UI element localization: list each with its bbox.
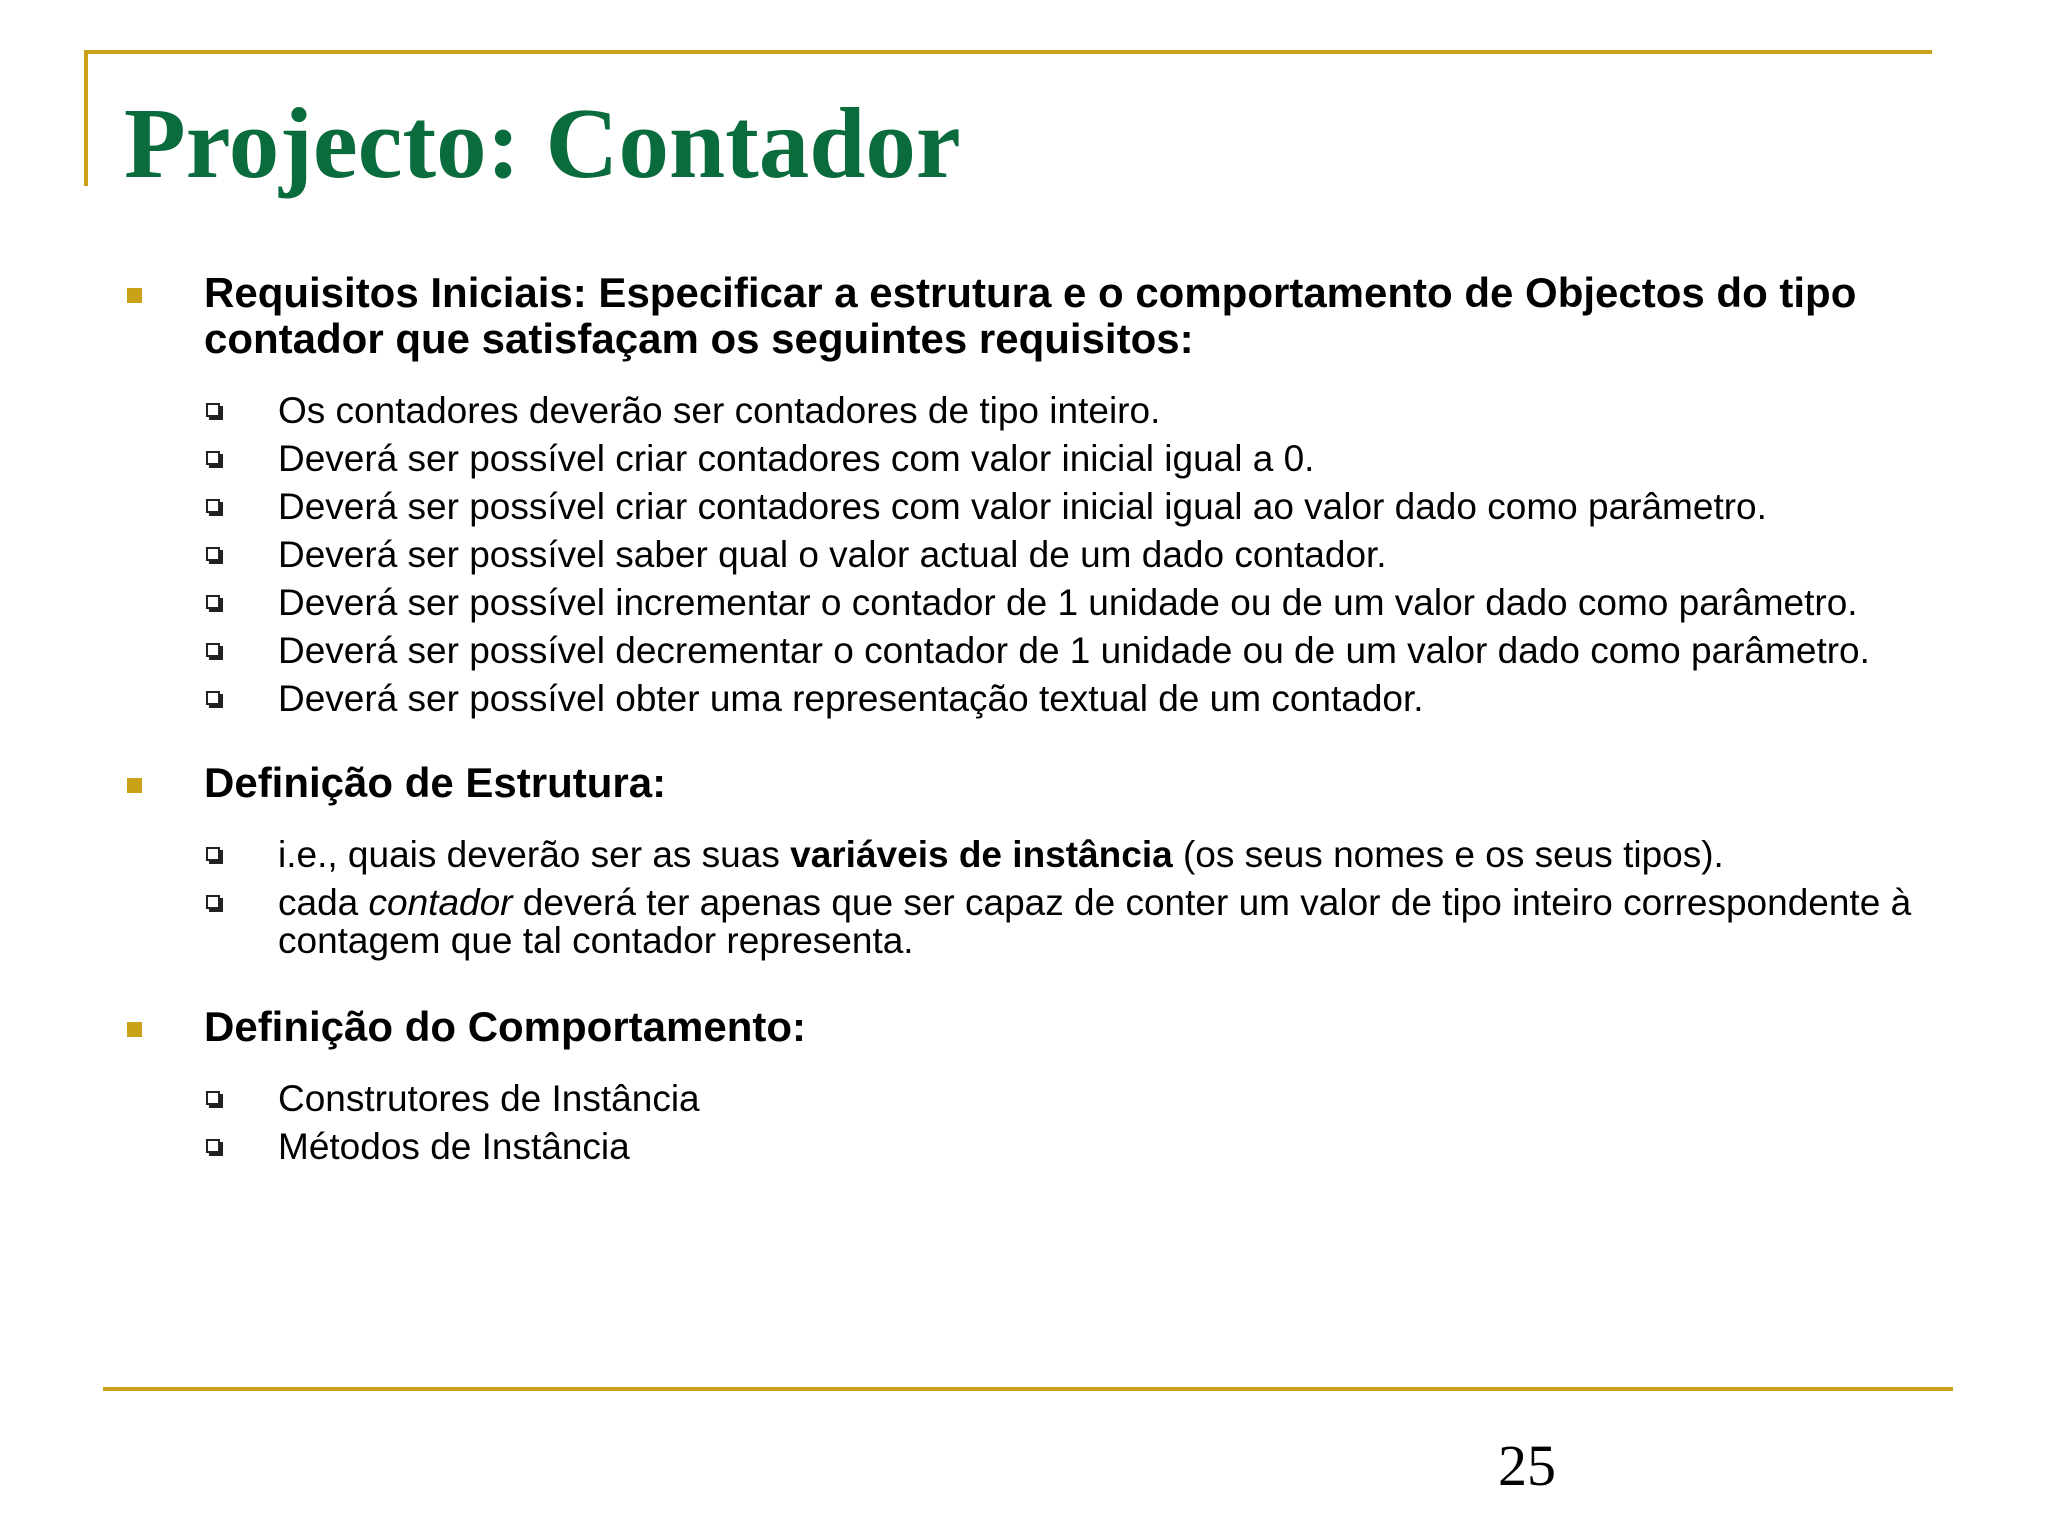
- list-item-text: Construtores de Instância: [278, 1078, 700, 1119]
- left-rule: [84, 50, 88, 186]
- list-item-text: (os seus nomes e os seus tipos).: [1172, 834, 1724, 875]
- box-bullet-icon: [206, 895, 220, 909]
- list-item: [122, 836, 1922, 874]
- list-item-text: Deverá ser possível decrementar o contador de 1 unidade ou de um valor dado como parâmetro.: [278, 630, 1870, 671]
- section-heading: [122, 270, 1922, 362]
- section-comportamento: [122, 1004, 1922, 1166]
- list-item-text: cada: [278, 882, 369, 923]
- square-bullet-icon: [127, 778, 142, 793]
- emphasis-italic: contador: [368, 882, 513, 923]
- comportamento-list: [122, 1080, 1922, 1166]
- estrutura-list: [122, 836, 1922, 960]
- section-heading: [122, 1004, 1922, 1050]
- top-rule: [84, 50, 1932, 54]
- page-number: 25: [1498, 1433, 1556, 1498]
- list-item-text: Deverá ser possível criar contadores com valor inicial igual a 0.: [278, 438, 1315, 479]
- box-bullet-icon: [206, 847, 220, 861]
- list-item: [122, 440, 1922, 478]
- box-bullet-icon: [206, 403, 220, 417]
- comportamento-heading: Definição do Comportamento:: [204, 1003, 807, 1050]
- list-item: [122, 536, 1922, 574]
- square-bullet-icon: [127, 1022, 142, 1037]
- list-item-text: Os contadores deverão ser contadores de tipo inteiro.: [278, 390, 1161, 431]
- list-item: [122, 632, 1922, 670]
- box-bullet-icon: [206, 595, 220, 609]
- list-item-text: Métodos de Instância: [278, 1126, 630, 1167]
- box-bullet-icon: [206, 451, 220, 465]
- bottom-rule: [103, 1387, 1953, 1391]
- list-item: [122, 584, 1922, 622]
- slide-content: [122, 270, 1922, 1166]
- list-item-text: Deverá ser possível saber qual o valor actual de um dado contador.: [278, 534, 1387, 575]
- list-item-text: Deverá ser possível incrementar o contador de 1 unidade ou de um valor dado como parâmetro.: [278, 582, 1858, 623]
- list-item-text: Deverá ser possível obter uma representação textual de um contador.: [278, 678, 1424, 719]
- section-estrutura: [122, 760, 1922, 960]
- square-bullet-icon: [127, 288, 142, 303]
- list-item-text: Deverá ser possível criar contadores com valor inicial igual ao valor dado como parâmetro.: [278, 486, 1767, 527]
- list-item-text: deverá ter apenas que ser capaz de conter um valor de tipo inteiro correspondente à contagem que tal contador representa.: [278, 882, 1912, 961]
- section-requisitos: [122, 270, 1922, 718]
- list-item: [122, 680, 1922, 718]
- box-bullet-icon: [206, 691, 220, 705]
- box-bullet-icon: [206, 1139, 220, 1153]
- list-item: [122, 488, 1922, 526]
- box-bullet-icon: [206, 643, 220, 657]
- emphasis-bold: variáveis de instância: [790, 834, 1173, 875]
- list-item: [122, 1080, 1922, 1118]
- list-item-text: i.e., quais deverão ser as suas: [278, 834, 791, 875]
- section-heading: [122, 760, 1922, 806]
- requisitos-list: [122, 392, 1922, 718]
- list-item: [122, 884, 1922, 960]
- box-bullet-icon: [206, 499, 220, 513]
- box-bullet-icon: [206, 1091, 220, 1105]
- slide-title: Projecto: Contador: [124, 87, 961, 199]
- estrutura-heading: Definição de Estrutura:: [204, 759, 667, 806]
- list-item: [122, 392, 1922, 430]
- list-item: [122, 1128, 1922, 1166]
- requisitos-heading: Requisitos Iniciais: Especificar a estrutura e o comportamento de Objectos do tipo contador que satisfaçam os seguintes requisitos:: [204, 269, 1857, 362]
- box-bullet-icon: [206, 547, 220, 561]
